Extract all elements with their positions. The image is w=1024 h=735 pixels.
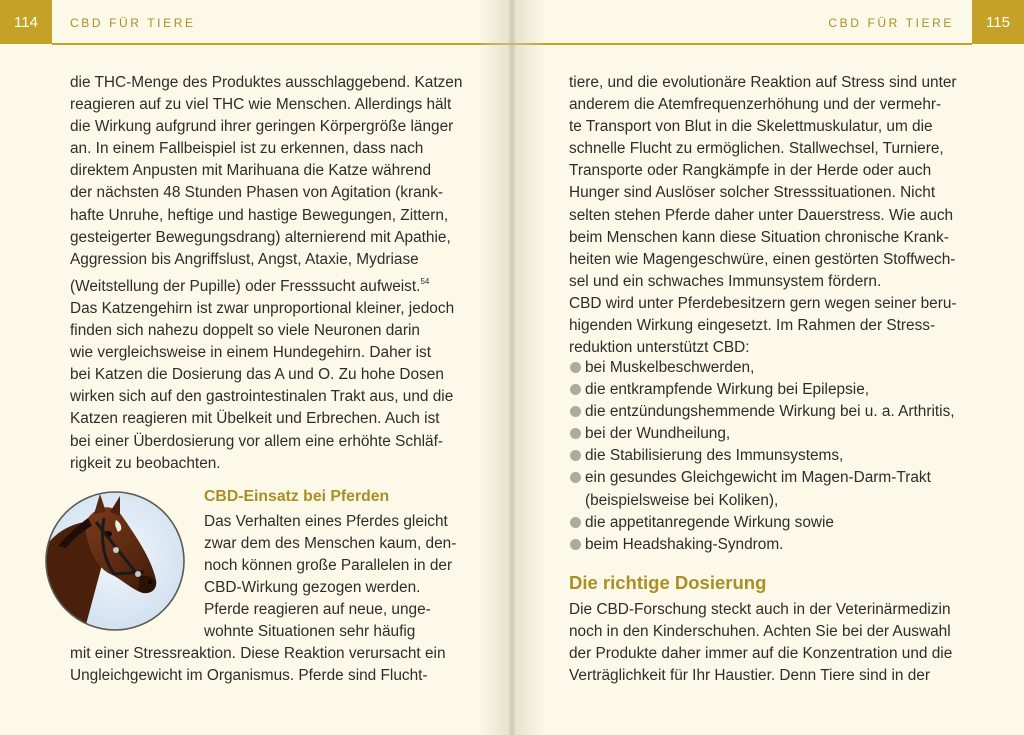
body-text-tail: [70, 643, 465, 687]
text-line: CBD wird unter Pferdebesitzern gern wegen seiner beru-: [569, 294, 957, 312]
text-line: higenden Wirkung eingesetzt. Im Rahmen der Stress-: [569, 317, 936, 335]
list-item: [569, 445, 964, 467]
running-head-left: CBD FÜR TIERE: [70, 16, 196, 30]
text-line: rigkeit zu beobachten.: [70, 454, 221, 472]
subheading-horses: CBD-Einsatz bei Pferden: [204, 488, 390, 505]
bullet-dot-icon: [570, 384, 581, 395]
right-page: [512, 0, 1024, 735]
text-line: die Wirkung aufgrund ihrer geringen Körpergröße länger: [70, 118, 454, 136]
header-rule-right: [512, 43, 972, 45]
list-item-text: ein gesundes Gleichgewicht im Magen-Darm-Trakt: [585, 469, 931, 487]
text-line: bei Katzen die Dosierung das A und O. Zu hohe Dosen: [70, 366, 444, 384]
list-item: [569, 534, 964, 556]
list-item-text: bei der Wundheilung,: [585, 425, 731, 443]
bullet-dot-icon: [570, 517, 581, 528]
text-line: zwar dem des Menschen kaum, den-: [204, 535, 457, 553]
text-line: (Weitstellung der Pupille) oder Fresssucht aufweist.$^{54}$: [70, 276, 430, 295]
text-line: hafte Unruhe, heftige und hastige Bewegungen, Zittern,: [70, 206, 449, 224]
header-rule-left: [52, 43, 512, 45]
text-line: wohnte Situationen sehr häufig: [204, 623, 416, 641]
page-number-left: 114: [0, 0, 52, 44]
section-heading-dosage: Die richtige Dosierung: [569, 572, 767, 593]
bullet-dot-icon: [570, 472, 581, 483]
list-item-text: die entkrampfende Wirkung bei Epilepsie,: [585, 381, 870, 399]
body-text-main: [70, 72, 465, 475]
text-line: Aggression bis Angriffslust, Angst, Ataxie, Mydriase: [70, 250, 419, 268]
text-line: die THC-Menge des Produktes ausschlaggebend. Katzen: [70, 74, 463, 91]
text-line: reduktion unterstützt CBD:: [569, 339, 750, 357]
text-line: Katzen reagieren mit Übelkeit und Erbrechen. Auch ist: [70, 410, 440, 428]
text-line: te Transport von Blut in die Skelettmuskulatur, um die: [569, 118, 933, 136]
bullet-dot-icon: [570, 362, 581, 373]
running-head-right: CBD FÜR TIERE: [828, 16, 954, 30]
list-item-text: (beispielsweise bei Koliken),: [585, 491, 779, 509]
text-line: Das Verhalten eines Pferdes gleicht: [204, 513, 448, 530]
text-line: reagieren auf zu viel THC wie Menschen. Allerdings hält: [70, 96, 452, 114]
list-item: [569, 423, 964, 445]
text-line: gesteigerter Bewegungsdrang) alternierend mit Apathie,: [70, 228, 451, 246]
text-line: der nächsten 48 Stunden Phasen von Agitation (krank-: [70, 184, 444, 202]
text-line: bei einer Überdosierung vor allem eine erhöhte Schläf-: [70, 432, 444, 450]
list-item-text: bei Muskelbeschwerden,: [585, 359, 755, 376]
list-item: [569, 357, 964, 379]
page-number-right: 115: [972, 0, 1024, 44]
text-line: Pferde reagieren auf neue, unge-: [204, 601, 431, 619]
text-line: heiten wie Magengeschwüre, einen gestörten Stoffwech-: [569, 250, 956, 268]
list-item-text: beim Headshaking-Syndrom.: [585, 535, 784, 553]
list-item: [569, 401, 964, 423]
text-line: der Produkte daher immer auf die Konzentration und die: [569, 645, 953, 663]
text-line: CBD-Wirkung gezogen werden.: [204, 579, 421, 597]
text-line: selten stehen Pferde daher unter Dauerstress. Wie auch: [569, 206, 954, 224]
text-line: finden sich nahezu doppelt so viele Neuronen darin: [70, 322, 420, 340]
text-line: Die CBD-Forschung steckt auch in der Veterinärmedizin: [569, 601, 951, 618]
body-text-indented: [204, 511, 474, 644]
text-line: wirken sich auf den gastrointestinalen Trakt aus, und die: [70, 388, 454, 406]
bullet-dot-icon: [570, 428, 581, 439]
text-line: direktem Anpusten mit Marihuana die Katze während: [70, 162, 432, 180]
list-item-text: die Stabilisierung des Immunsystems,: [585, 447, 844, 465]
text-line: noch können große Parallelen in der: [204, 557, 453, 575]
text-line: Transporte oder Rangkämpfe in der Herde oder auch: [569, 162, 932, 180]
text-line: mit einer Stressreaktion. Diese Reaktion verursacht ein: [70, 645, 446, 662]
text-line: tiere, und die evolutionäre Reaktion auf Stress sind unter: [569, 74, 957, 91]
bullet-list: [569, 357, 964, 556]
bullet-dot-icon: [570, 450, 581, 461]
text-line: Das Katzengehirn ist zwar unproportional kleiner, jedoch: [70, 299, 455, 317]
list-item: [569, 512, 964, 534]
list-item: [569, 467, 964, 511]
bullet-dot-icon: [570, 539, 581, 550]
text-line: wie vergleichsweise in einem Hundegehirn. Daher ist: [70, 344, 432, 362]
text-line: Verträglichkeit für Ihr Haustier. Denn Tiere sind in der: [569, 667, 930, 685]
body-text-dosage: [569, 599, 964, 687]
text-line: an. In einem Fallbeispiel ist zu erkennen, dass nach: [70, 140, 424, 158]
text-line: sel und ein schwaches Immunsystem fördern.: [569, 272, 882, 290]
text-line: schnelle Flucht zu ermöglichen. Stallwechsel, Turniere,: [569, 140, 944, 158]
horse-illustration: [44, 490, 186, 632]
footnote-ref[interactable]: 54: [420, 276, 430, 286]
bullet-dot-icon: [570, 406, 581, 417]
list-item-text: die entzündungshemmende Wirkung bei u. a. Arthritis,: [585, 403, 955, 421]
text-line: noch in den Kinderschuhen. Achten Sie bei der Auswahl: [569, 623, 951, 641]
text-line: Ungleichgewicht im Organismus. Pferde sind Flucht-: [70, 667, 428, 685]
list-item: [569, 379, 964, 401]
list-item-text: die appetitanregende Wirkung sowie: [585, 513, 834, 531]
text-line: beim Menschen kann diese Situation chronische Krank-: [569, 228, 949, 246]
text-line: Hunger sind Auslöser solcher Stresssituationen. Nicht: [569, 184, 936, 202]
body-text-stress: [569, 72, 964, 359]
text-line: anderem die Atemfrequenzerhöhung und der vermehr-: [569, 96, 942, 114]
